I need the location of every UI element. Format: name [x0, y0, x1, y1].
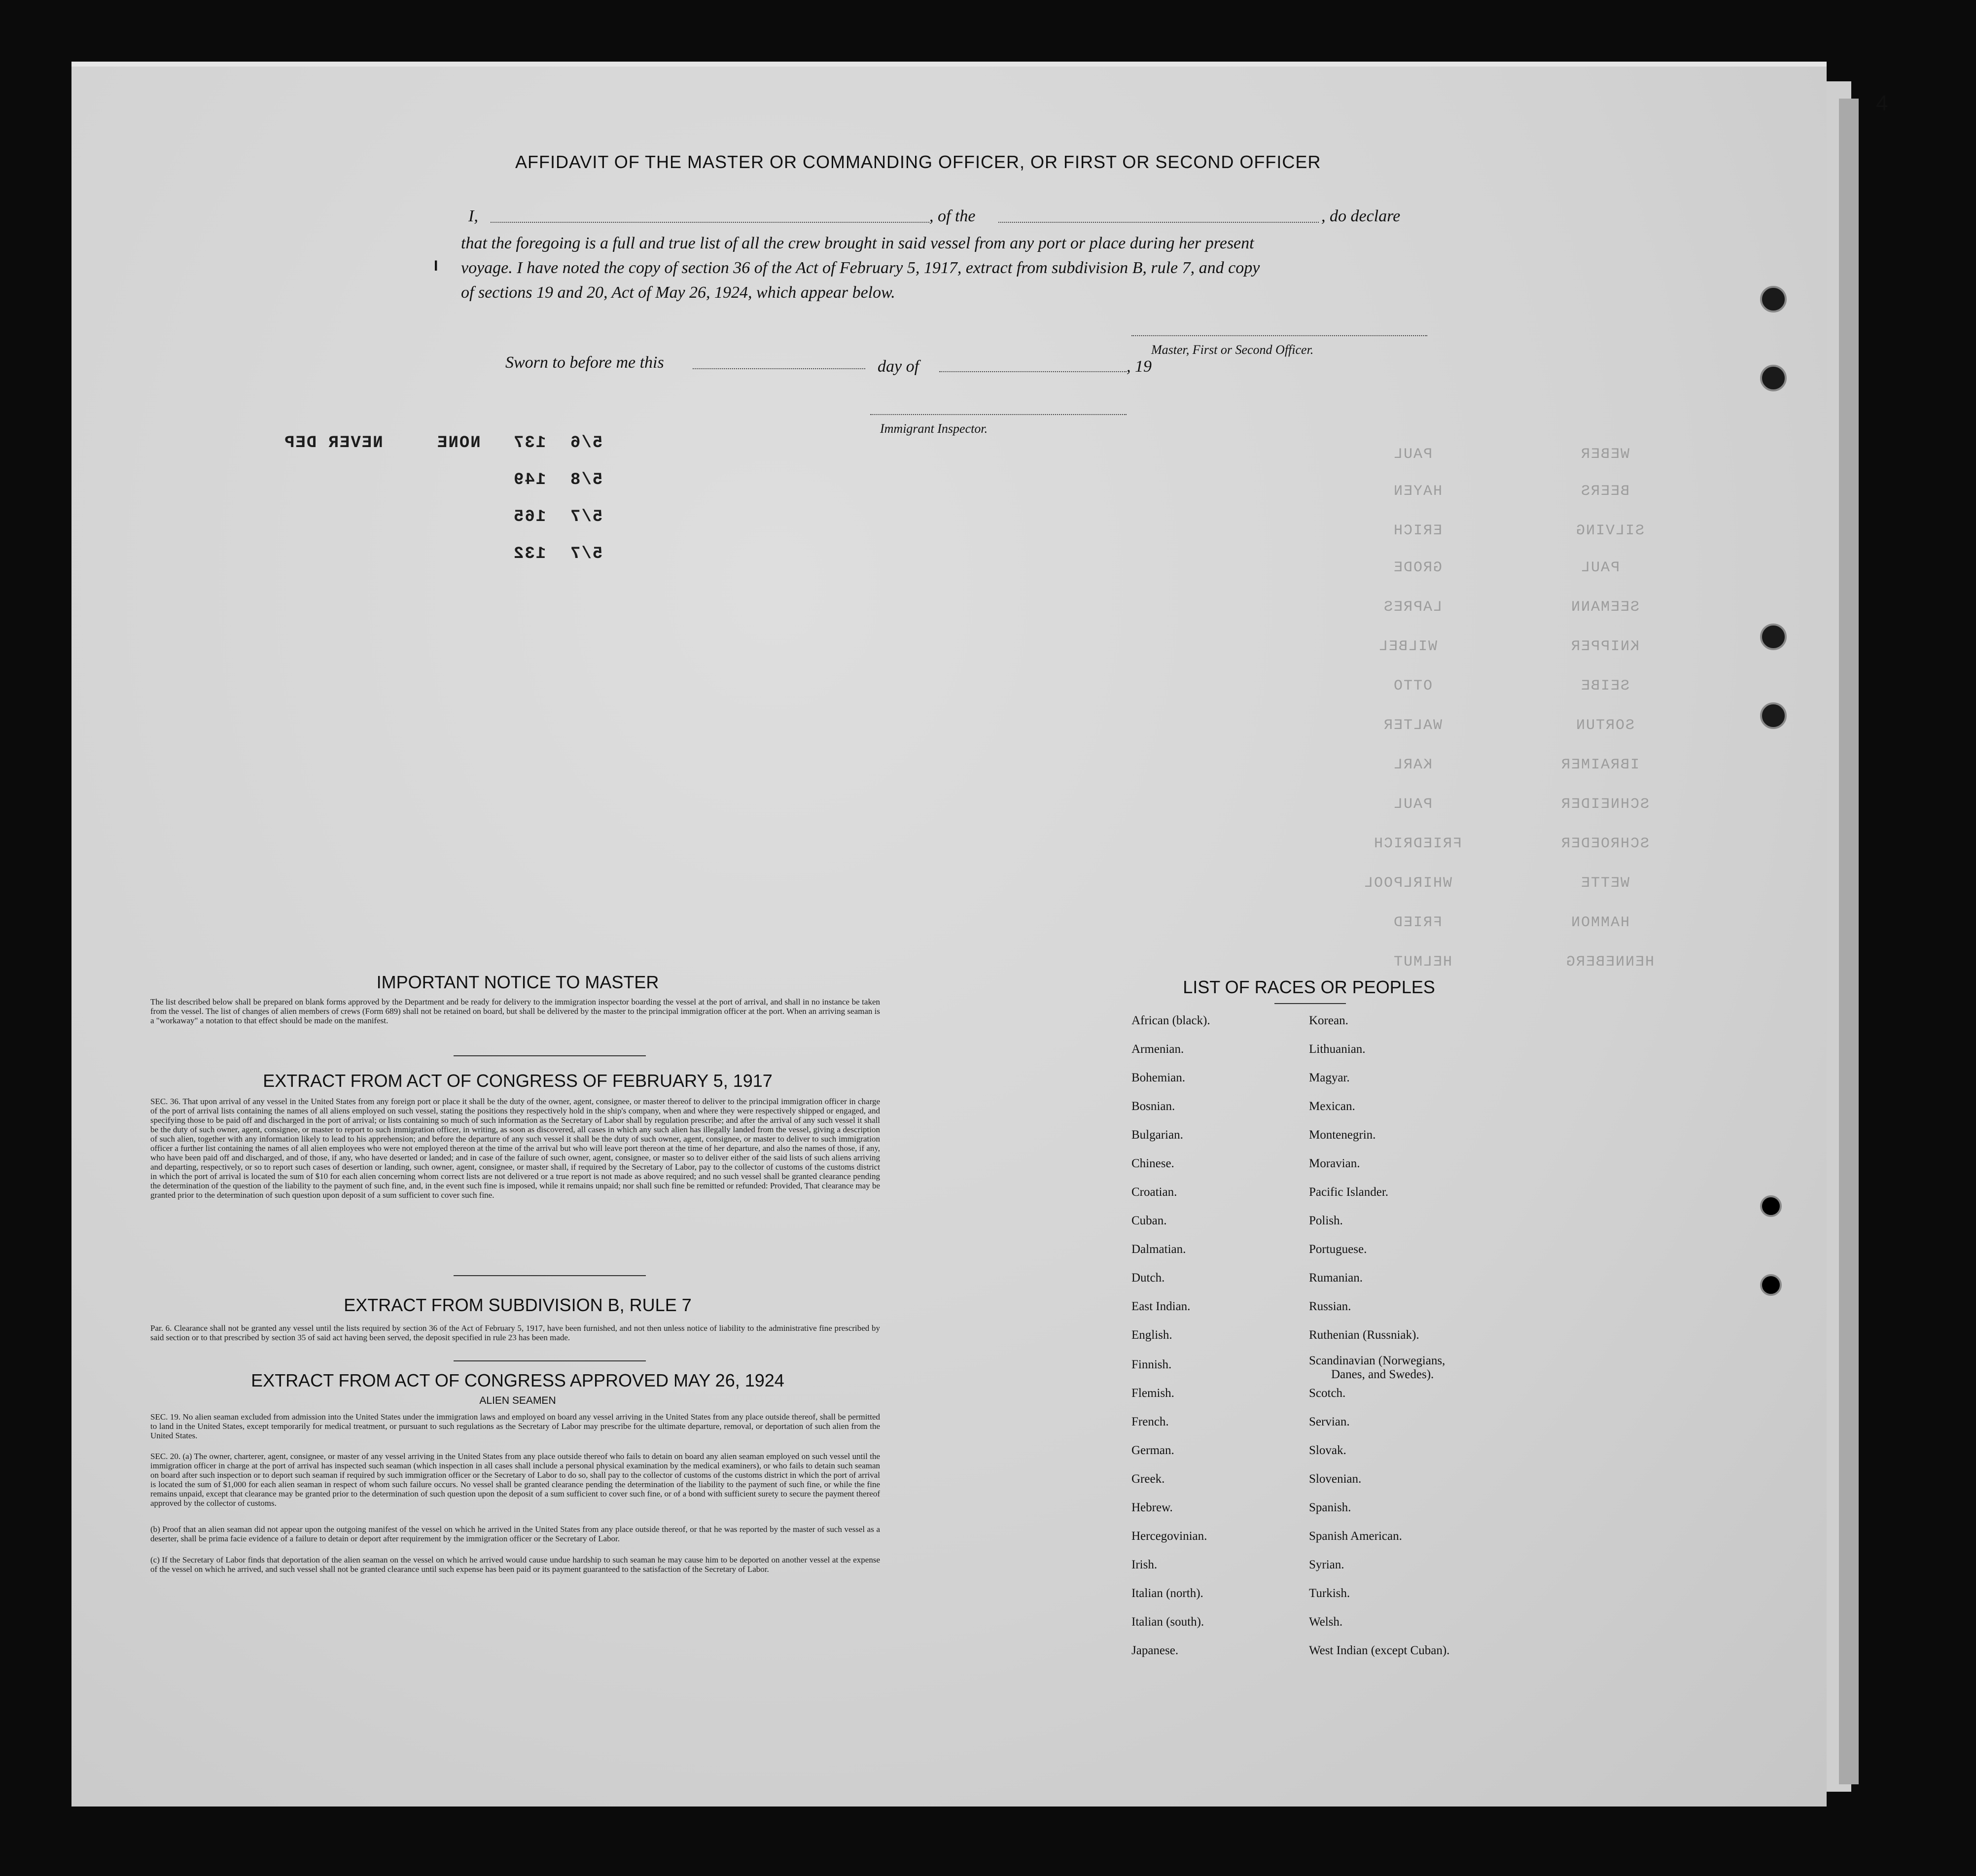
act-1917-text: SEC. 36. That upon arrival of any vessel in the United States from any foreign port or place it shall be the duty of the owner, agent, consignee, or master thereof to deliver to the principal immigration officer in charge of the port of arrival lists containing the names of all aliens employed on such vessel, stating the positions they respectively hold in the ship's company, when and where they were respectively shipped or engaged, and specifying those to be paid off and discharged in the port of arrival; or lists containing so much of such information as the Secretary of Labor shall by regulation prescribe; and after the arrival of any such vessel it shall be the duty of such owner, agent, consignee, or master to report to such immigration officer, in writing, as soon as discovered, all cases in which any such alien has illegally landed from the vessel, giving a description of such alien, together with any information likely to lead to his apprehension; and before the departure of any such vessel it shall be the duty of such owner, agent, consignee, or master to deliver to such immigration officer a further list containing the names of all alien employees who were not employed thereon at the time of the arrival but who will leave port thereon at the time of her departure, and also the names of those, if any, who have been paid off and discharged, and of those, if any, who have deserted or landed; and in case of the failure of such owner, agent, consignee, or master so to deliver either of the said lists of such aliens arriving and departing, respectively, or so to report such cases of desertion or landing, such owner, agent, consignee, or master shall, if required by the Secretary of Labor, pay to the collector of customs of the customs district in which the port of arrival is located the sum of $10 for each alien concerning whom correct lists are not delivered or a true report is not made as above required; and no such vessel shall be granted clearance pending the determination of the question of the liability to the payment of such fine, and, in the event such fine is imposed, while it remains unpaid; nor shall such fine be remitted or refunded: Provided, That clearance may be granted prior to the determination of such question upon deposit of a sum sufficient to cover such fine. [150, 1097, 880, 1200]
race-left-item: Chinese. [1131, 1157, 1174, 1170]
bleed-name-7: OTTO [1393, 678, 1433, 695]
bleed-through-num-1: 137 [513, 434, 546, 452]
race-right-item: Polish. [1309, 1214, 1343, 1227]
race-right-item: Montenegrin. [1309, 1128, 1376, 1142]
race-right-item: Pacific Islander. [1309, 1185, 1389, 1199]
day-of-text: day of [878, 357, 919, 376]
binder-hole-2 [1760, 365, 1787, 391]
bleed-through-date-2: 5/8 [569, 471, 603, 489]
bleed-through-date-3: 5/7 [569, 508, 603, 526]
race-left-item: African (black). [1131, 1014, 1210, 1027]
race-right-item: Moravian. [1309, 1157, 1360, 1170]
binder-hole-6 [1760, 1274, 1782, 1296]
race-right-item: Spanish. [1309, 1501, 1351, 1514]
bleed-through-date-1: 5/6 [569, 434, 603, 452]
race-right-item: Spanish American. [1309, 1529, 1402, 1543]
bleed-name-12: WHIRLPOOL [1363, 875, 1452, 892]
sec-20a-text: SEC. 20. (a) The owner, charterer, agent, consignee, or master of any vessel arriving in the United States from any place outside thereof who fails to detain on board any alien seaman employed on such vessel until the immigration officer in charge at the port of arrival has inspected such seaman (which inspection in all cases shall include a personal physical examination by the medical examiners), or who fails to detain such seaman on board after such inspection or to deport such seaman if required by such immigration officer or the Secretary of Labor to do so, shall pay to the collector of customs of the customs district in which the port of arrival is located the sum of $1,000 for each alien seaman in respect of whom such failure occurs. No vessel shall be granted clearance pending the determination of the liability to the payment of such fine, or while the fine remains unpaid, except that clearance may be granted prior to the determination of such question upon the deposit of a sum sufficient to cover such fine, or of a bond with sufficient surety to secure the payment thereof approved by the collector of customs. [150, 1452, 880, 1508]
page-number-handwritten: 4 [1876, 91, 1888, 115]
race-right-item: Scandinavian (Norwegians, [1309, 1354, 1446, 1367]
bleed-surname-12: WETTE [1580, 875, 1630, 892]
race-right-item: Ruthenian (Russniak). [1309, 1328, 1419, 1342]
bleed-through-num-4: 132 [513, 545, 546, 563]
bleed-name-9: KARL [1393, 757, 1433, 773]
race-right-item: Scotch. [1309, 1387, 1346, 1400]
races-title: LIST OF RACES OR PEOPLES [1183, 977, 1435, 997]
bleed-surname-6: KNIPPER [1570, 638, 1640, 655]
race-left-item: French. [1131, 1415, 1169, 1428]
race-left-item: Flemish. [1131, 1387, 1174, 1400]
year-text: , 19 [1127, 357, 1152, 376]
master-label: Master, First or Second Officer. [1151, 343, 1314, 357]
affidavit-i: I, [468, 207, 478, 225]
sec-20c-text: (c) If the Secretary of Labor finds that deportation of the alien seaman on the vessel on which he arrived would cause undue hardship to such seaman he may cause him to be deported on another vessel at the expense of the vessel on which he arrived, and such vessel shall not be granted clearance until such expense has been paid or its payment guaranteed to the satisfaction of the Secretary of Labor. [150, 1555, 880, 1574]
bleed-name-1: PAUL [1393, 446, 1433, 463]
race-right-item: Magyar. [1309, 1071, 1350, 1084]
race-left-item: Cuban. [1131, 1214, 1167, 1227]
bleed-through-date-4: 5/7 [569, 545, 603, 563]
sworn-text: Sworn to before me this [505, 353, 664, 372]
affidavit-declare: , do declare [1321, 207, 1401, 225]
race-left-item: Finnish. [1131, 1358, 1172, 1371]
bleed-name-5: LAPRES [1383, 599, 1443, 616]
notice-text: The list described below shall be prepared on blank forms approved by the Department and be ready for delivery to the immigration inspector boarding the vessel at the port of arrival, and shall in no instance be taken from the vessel. The list of changes of alien members of crews (Form 689) shall not be retained on board, but shall be delivered by the master to the principal immigration officer at the port. When an arriving seaman is a "workaway" a notation to that effect should be made on the manifest. [150, 997, 880, 1025]
divider-3 [454, 1360, 646, 1361]
inspector-line [870, 414, 1127, 415]
binder-hole-4 [1760, 702, 1787, 729]
race-left-item: Irish. [1131, 1558, 1158, 1571]
underlying-sheet-edge-2 [1839, 99, 1859, 1784]
race-right-item: Welsh. [1309, 1615, 1343, 1629]
race-right-item: Slovak. [1309, 1444, 1346, 1457]
race-left-item: Hebrew. [1131, 1501, 1173, 1514]
bleed-surname-7: SEIBE [1580, 678, 1630, 695]
bleed-surname-4: PAUL [1580, 559, 1620, 576]
bleed-name-8: WALTER [1383, 717, 1443, 734]
race-right-item: Korean. [1309, 1014, 1348, 1027]
binder-hole-3 [1760, 624, 1787, 650]
bleed-surname-5: SEEMANN [1570, 599, 1640, 616]
bleed-surname-13: HAMMON [1570, 914, 1630, 931]
alien-seamen-subtitle: ALIEN SEAMEN [479, 1395, 556, 1406]
bleed-surname-2: BEERS [1580, 483, 1630, 500]
bleed-through-never-dep: NEVER DEP [283, 434, 383, 452]
bleed-through-num-3: 165 [513, 508, 546, 526]
races-divider [1274, 1003, 1346, 1004]
bleed-name-14: HELMUT [1393, 954, 1452, 971]
bleed-name-3: ERICH [1393, 522, 1443, 539]
affidavit-line-4: of sections 19 and 20, Act of May 26, 1924, which appear below. [461, 283, 895, 302]
act-1924-title: EXTRACT FROM ACT OF CONGRESS APPROVED MAY 26, 1924 [251, 1370, 784, 1390]
month-line [939, 371, 1127, 372]
race-left-item: Dutch. [1131, 1271, 1165, 1285]
bleed-name-13: FRIED [1393, 914, 1443, 931]
race-right-item: West Indian (except Cuban). [1309, 1644, 1450, 1657]
signature-line [1131, 335, 1427, 336]
notice-title: IMPORTANT NOTICE TO MASTER [376, 972, 659, 992]
race-right-item: Danes, and Swedes). [1331, 1368, 1434, 1381]
master-name-line [491, 222, 929, 223]
binder-hole-1 [1760, 286, 1787, 313]
race-left-item: Hercegovinian. [1131, 1529, 1207, 1543]
race-left-item: Japanese. [1131, 1644, 1179, 1657]
race-right-item: Servian. [1309, 1415, 1350, 1428]
race-right-item: Syrian. [1309, 1558, 1344, 1571]
race-left-item: German. [1131, 1444, 1174, 1457]
race-left-item: Bohemian. [1131, 1071, 1186, 1084]
affidavit-line-2: that the foregoing is a full and true list of all the crew brought in said vessel from any port or place during her present [461, 234, 1254, 252]
race-left-item: Bosnian. [1131, 1100, 1175, 1113]
race-right-item: Lithuanian. [1309, 1042, 1366, 1056]
race-left-item: Croatian. [1131, 1185, 1177, 1199]
affidavit-of-the: , of the [929, 207, 976, 225]
bleed-name-4: GRODE [1393, 559, 1443, 576]
voyage-stamp: I [434, 258, 438, 274]
race-right-item: Russian. [1309, 1300, 1351, 1313]
bleed-name-11: FRIEDRICH [1373, 835, 1462, 852]
bleed-surname-11: SCHROEDER [1560, 835, 1650, 852]
binder-hole-5 [1760, 1195, 1782, 1217]
page-top-edge [71, 62, 1827, 67]
vessel-name-line [998, 222, 1319, 223]
bleed-name-6: WILBEL [1378, 638, 1438, 655]
bleed-surname-3: SILVING [1575, 522, 1645, 539]
bleed-surname-14: HENNEBERG [1565, 954, 1655, 971]
race-left-item: Italian (south). [1131, 1615, 1204, 1629]
race-left-item: English. [1131, 1328, 1172, 1342]
race-left-item: Italian (north). [1131, 1587, 1203, 1600]
divider-2 [454, 1275, 646, 1276]
bleed-surname-8: SORTUN [1575, 717, 1635, 734]
race-right-item: Turkish. [1309, 1587, 1350, 1600]
sworn-day-line [693, 368, 865, 369]
race-left-item: Armenian. [1131, 1042, 1184, 1056]
divider-1 [454, 1055, 646, 1056]
inspector-label: Immigrant Inspector. [880, 421, 988, 436]
affidavit-title: AFFIDAVIT OF THE MASTER OR COMMANDING OFFICER, OR FIRST OR SECOND OFFICER [515, 152, 1321, 172]
sec-19-text: SEC. 19. No alien seaman excluded from admission into the United States under the immigration laws and employed on board any vessel arriving in the United States from any place outside thereof, shall be permitted to land in the United States, except temporarily for medical treatment, or pursuant to such regulations as the Secretary of Labor may prescribe for the ultimate departure, removal, or deportation of such alien from the United States. [150, 1412, 880, 1440]
bleed-through-num-2: 149 [513, 471, 546, 489]
race-left-item: Bulgarian. [1131, 1128, 1183, 1142]
bleed-name-2: HAYEN [1393, 483, 1443, 500]
rule-7-text: Par. 6. Clearance shall not be granted any vessel until the lists required by section 36 of the Act of February 5, 1917, have been furnished, and not then unless notice of liability to the administrative fine prescribed by said section or to that prescribed by section 35 of said act having been served, the deposit specified in rule 23 has been made. [150, 1323, 880, 1342]
bleed-through-none: NONE [436, 434, 481, 452]
affidavit-line-3: voyage. I have noted the copy of section 36 of the Act of February 5, 1917, extract from subdivision B, rule 7, and copy [461, 259, 1260, 277]
race-right-item: Rumanian. [1309, 1271, 1363, 1285]
bleed-surname-1: WEBER [1580, 446, 1630, 463]
race-left-item: Dalmatian. [1131, 1243, 1186, 1256]
race-left-item: East Indian. [1131, 1300, 1191, 1313]
race-right-item: Mexican. [1309, 1100, 1355, 1113]
bleed-surname-9: IBRAIMER [1560, 757, 1640, 773]
race-right-item: Slovenian. [1309, 1472, 1362, 1486]
sec-20b-text: (b) Proof that an alien seaman did not appear upon the outgoing manifest of the vessel on which he arrived in the United States from any place outside thereof, or that he was reported by the master of such vessel as a deserter, shall be prima facie evidence of a failure to detain or deport after requirement by the immigration officer or the Secretary of Labor. [150, 1525, 880, 1543]
race-left-item: Greek. [1131, 1472, 1165, 1486]
race-right-item: Portuguese. [1309, 1243, 1367, 1256]
bleed-surname-10: SCHNEIDER [1560, 796, 1650, 813]
act-1917-title: EXTRACT FROM ACT OF CONGRESS OF FEBRUARY 5, 1917 [263, 1071, 773, 1091]
rule-7-title: EXTRACT FROM SUBDIVISION B, RULE 7 [344, 1295, 692, 1315]
document-page [71, 62, 1888, 1807]
bleed-name-10: PAUL [1393, 796, 1433, 813]
